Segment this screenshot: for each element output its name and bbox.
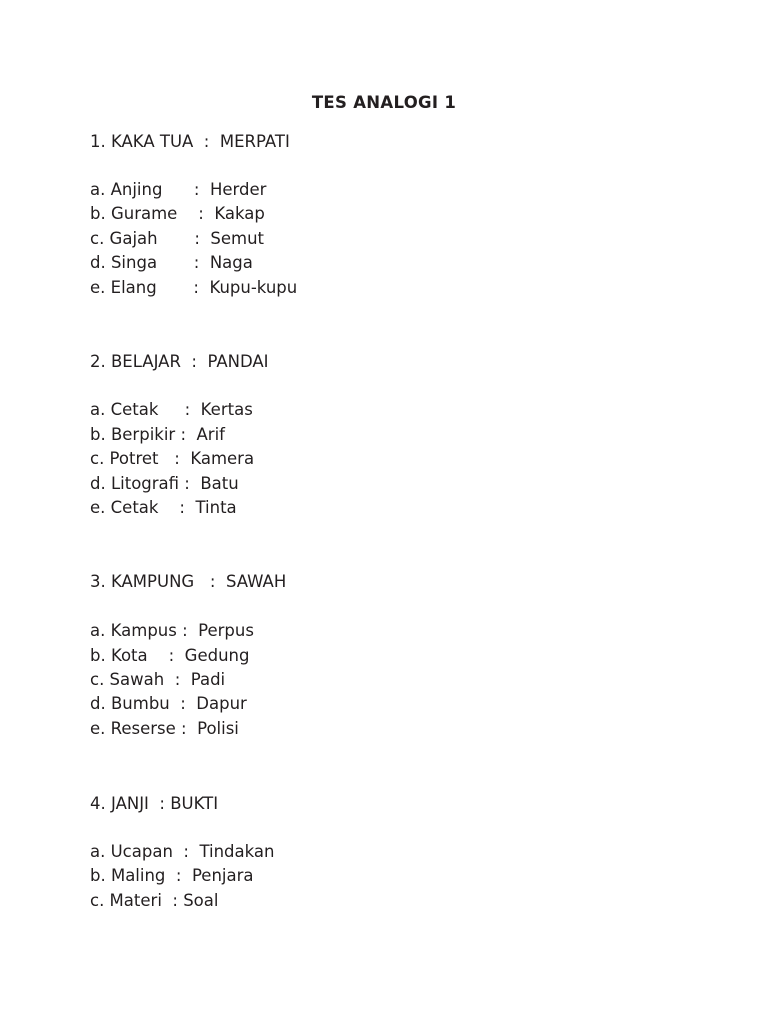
question-2-option-c: c. Potret : Kamera [90,449,255,468]
question-3-stem: 3. KAMPUNG : SAWAH [90,572,287,591]
question-3-option-e: e. Reserse : Polisi [90,719,239,738]
question-2-option-d: d. Litografi : Batu [90,474,239,493]
question-2-stem: 2. BELAJAR : PANDAI [90,352,269,371]
question-4-option-b: b. Maling : Penjara [90,866,254,885]
question-2-option-a: a. Cetak : Kertas [90,400,253,419]
question-3-option-b: b. Kota : Gedung [90,646,250,665]
question-4-option-c: c. Materi : Soal [90,891,219,910]
question-1-stem: 1. KAKA TUA : MERPATI [90,132,290,151]
question-2-option-b: b. Berpikir : Arif [90,425,225,444]
question-1-option-e: e. Elang : Kupu-kupu [90,278,298,297]
document-title: TES ANALOGI 1 [311,93,457,112]
question-1-option-a: a. Anjing : Herder [90,180,267,199]
question-3-option-a: a. Kampus : Perpus [90,621,254,640]
question-3-option-d: d. Bumbu : Dapur [90,694,247,713]
question-1-option-d: d. Singa : Naga [90,253,253,272]
question-4-option-a: a. Ucapan : Tindakan [90,842,275,861]
question-1-option-b: b. Gurame : Kakap [90,204,265,223]
question-2-option-e: e. Cetak : Tinta [90,498,237,517]
question-4-stem: 4. JANJI : BUKTI [90,794,219,813]
question-3-option-c: c. Sawah : Padi [90,670,226,689]
question-1-option-c: c. Gajah : Semut [90,229,264,248]
